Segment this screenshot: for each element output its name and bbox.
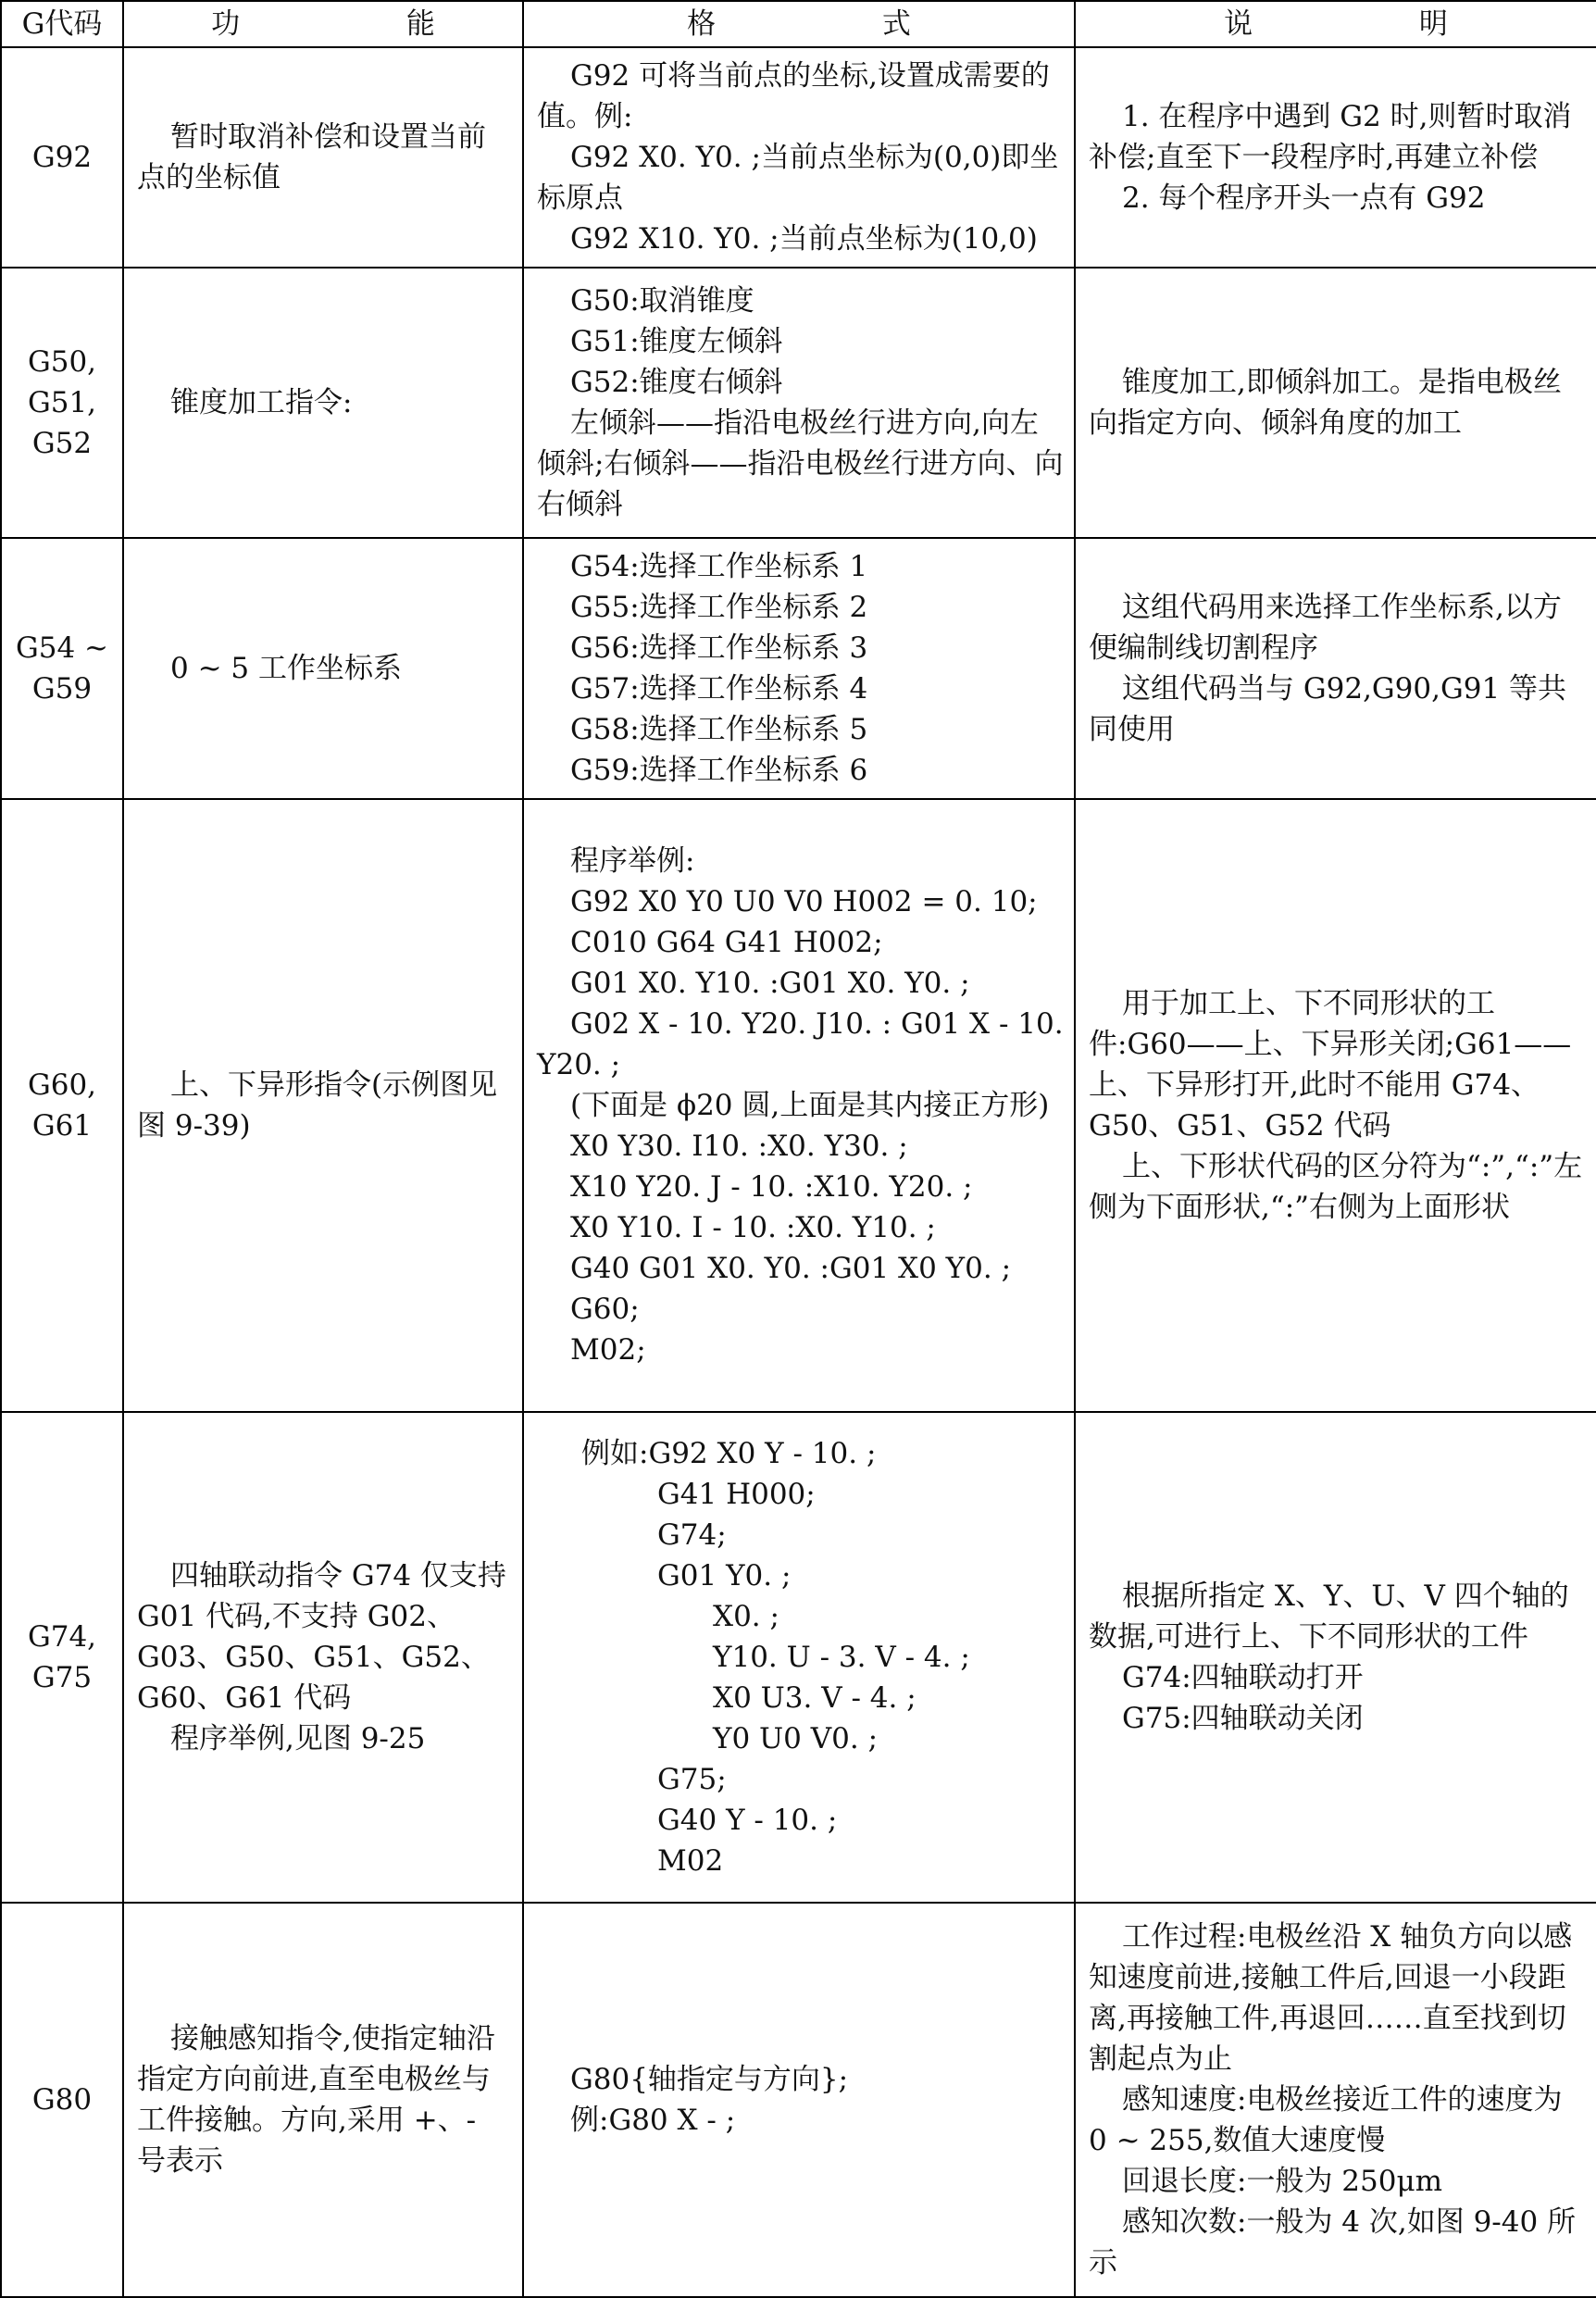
format-line: G51:锥度左倾斜 [570,325,783,358]
cell-format [523,538,1075,799]
header-function: 功 能 [123,1,523,47]
note-line: 锥度加工,即倾斜加工。是指电极丝向指定方向、倾斜角度的加工 [1089,366,1562,440]
format-line: G74; [657,1518,727,1552]
code-line: G60, [27,1068,97,1102]
code-line: G54 ~ [15,631,109,665]
function-line: 0 ~ 5 工作坐标系 [170,652,402,685]
function-line: 四轴联动指令 G74 仅支持 G01 代码,不支持 G02、G03、G50、G51、G52、G60、G61 代码 [137,1559,506,1715]
note-line: 这组代码当与 G92,G90,G91 等共同使用 [1089,672,1567,746]
format-line: G80{轴指定与方向}; [570,2063,849,2096]
function-line: 暂时取消补偿和设置当前点的坐标值 [137,120,486,194]
format-line: G02 X - 10. Y20. J10. : G01 X - 10. Y20. ; [537,1007,1064,1081]
format-line: X0 U3. V - 4. ; [713,1681,916,1715]
function-line: 程序举例,见图 9-25 [170,1722,426,1755]
note-line: G74:四轴联动打开 [1122,1661,1364,1694]
table-row [1,1412,1596,1903]
cell-code [1,1903,123,2297]
table-row [1,1903,1596,2297]
format-line: G55:选择工作坐标系 2 [570,591,868,624]
format-line: G01 Y0. ; [657,1559,792,1592]
table-row [1,538,1596,799]
cell-function [123,538,523,799]
format-line: G58:选择工作坐标系 5 [570,713,868,746]
cell-note [1075,1903,1596,2297]
format-line: G56:选择工作坐标系 3 [570,631,868,665]
note-line: 2. 每个程序开头一点有 G92 [1122,181,1486,215]
cell-note [1075,538,1596,799]
code-line: G80 [31,2083,93,2117]
code-line: G74, [27,1620,97,1654]
format-line: G57:选择工作坐标系 4 [570,672,868,706]
format-line: (下面是 ϕ20 圆,上面是其内接正方形) [570,1089,1050,1122]
format-line: C010 G64 G41 H002; [570,926,883,959]
header-note: 说 明 [1075,1,1596,47]
header-format: 格 式 [523,1,1075,47]
cell-format [523,799,1075,1412]
format-line: G40 Y - 10. ; [657,1804,838,1837]
format-line: G92 X10. Y0. ;当前点坐标为(10,0) [570,222,1038,256]
format-line: 左倾斜——指沿电极丝行进方向,向左倾斜;右倾斜——指沿电极丝行进方向、向右倾斜 [537,406,1064,521]
cell-function [123,268,523,538]
note-line: 回退长度:一般为 250μm [1122,2165,1443,2198]
note-line: 这组代码用来选择工作坐标系,以方便编制线切割程序 [1089,591,1562,665]
format-line: X0 Y10. I - 10. :X0. Y10. ; [570,1211,936,1244]
format-line: G54:选择工作坐标系 1 [570,550,868,583]
format-line: G59:选择工作坐标系 6 [570,754,868,787]
format-line: Y0 U0 V0. ; [713,1722,879,1755]
cell-function [123,1903,523,2297]
cell-format [523,1903,1075,2297]
format-line: 例:G80 X - ; [570,2104,736,2137]
cell-code [1,538,123,799]
cell-note [1075,47,1596,268]
function-line: 接触感知指令,使指定轴沿指定方向前进,直至电极丝与工件接触。方向,采用 +、- 号表示 [137,2022,495,2178]
format-line: G52:锥度右倾斜 [570,366,783,399]
code-line: G51, [27,386,97,419]
format-line: G41 H000; [657,1478,816,1511]
note-line: 上、下形状代码的区分符为“:”,“:”左侧为下面形状,“:”右侧为上面形状 [1089,1150,1583,1224]
format-line: G60; [570,1293,640,1326]
function-line: 上、下异形指令(示例图见图 9-39) [137,1068,498,1143]
cell-format [523,268,1075,538]
code-line: G52 [31,427,93,460]
format-line: G75; [657,1763,727,1796]
format-line: 例如:G92 X0 Y - 10. ; [581,1437,877,1470]
cell-code [1,47,123,268]
note-line: 用于加工上、下不同形状的工件:G60——上、下异形关闭;G61——上、下异形打开,此时不能用 G74、G50、G51、G52 代码 [1089,987,1572,1143]
code-line: G50, [27,345,97,379]
code-line: G92 [31,141,93,174]
format-line: X0. ; [713,1600,779,1633]
cell-note [1075,268,1596,538]
cell-format [523,47,1075,268]
format-line: M02 [657,1844,724,1878]
note-line: 感知次数:一般为 4 次,如图 9-40 所示 [1089,2205,1577,2279]
cell-code [1,268,123,538]
cell-code [1,799,123,1412]
cell-note [1075,1412,1596,1903]
format-line: 程序举例: [570,844,695,878]
format-line: G01 X0. Y10. :G01 X0. Y0. ; [570,967,970,1000]
note-line: 根据所指定 X、Y、U、V 四个轴的数据,可进行上、下不同形状的工件 [1089,1580,1569,1654]
table-row [1,799,1596,1412]
table-header-row [1,1,1596,47]
note-line: G75:四轴联动关闭 [1122,1702,1364,1735]
cell-code [1,1412,123,1903]
note-line: 工作过程:电极丝沿 X 轴负方向以感知速度前进,接触工件后,回退一小段距离,再接触工件,再退回……直至找到切割起点为止 [1089,1920,1573,2076]
cell-format [523,1412,1075,1903]
format-line: X10 Y20. J - 10. :X10. Y20. ; [570,1170,973,1204]
format-line: G40 G01 X0. Y0. :G01 X0 Y0. ; [570,1252,1012,1285]
format-line: G92 X0. Y0. ;当前点坐标为(0,0)即坐标原点 [537,141,1059,215]
format-line: G50:取消锥度 [570,284,754,318]
code-line: G61 [31,1109,93,1143]
note-line: 1. 在程序中遇到 G2 时,则暂时取消补偿;直至下一段程序时,再建立补偿 [1089,100,1572,174]
format-line: X0 Y30. I10. :X0. Y30. ; [570,1130,908,1163]
note-line: 感知速度:电极丝接近工件的速度为 0 ~ 255,数值大速度慢 [1089,2083,1563,2157]
function-line: 锥度加工指令: [170,386,353,419]
code-line: G59 [31,672,93,706]
format-line: Y10. U - 3. V - 4. ; [713,1641,970,1674]
cell-function [123,799,523,1412]
table-row [1,268,1596,538]
cell-note [1075,799,1596,1412]
code-line: G75 [31,1661,93,1694]
format-line: G92 X0 Y0 U0 V0 H002 = 0. 10; [570,885,1038,918]
format-line: G92 可将当前点的坐标,设置成需要的值。例: [537,59,1050,133]
cell-function [123,1412,523,1903]
table-row [1,47,1596,268]
cell-function [123,47,523,268]
format-line: M02; [570,1333,646,1367]
header-code: G代码 [1,1,123,47]
